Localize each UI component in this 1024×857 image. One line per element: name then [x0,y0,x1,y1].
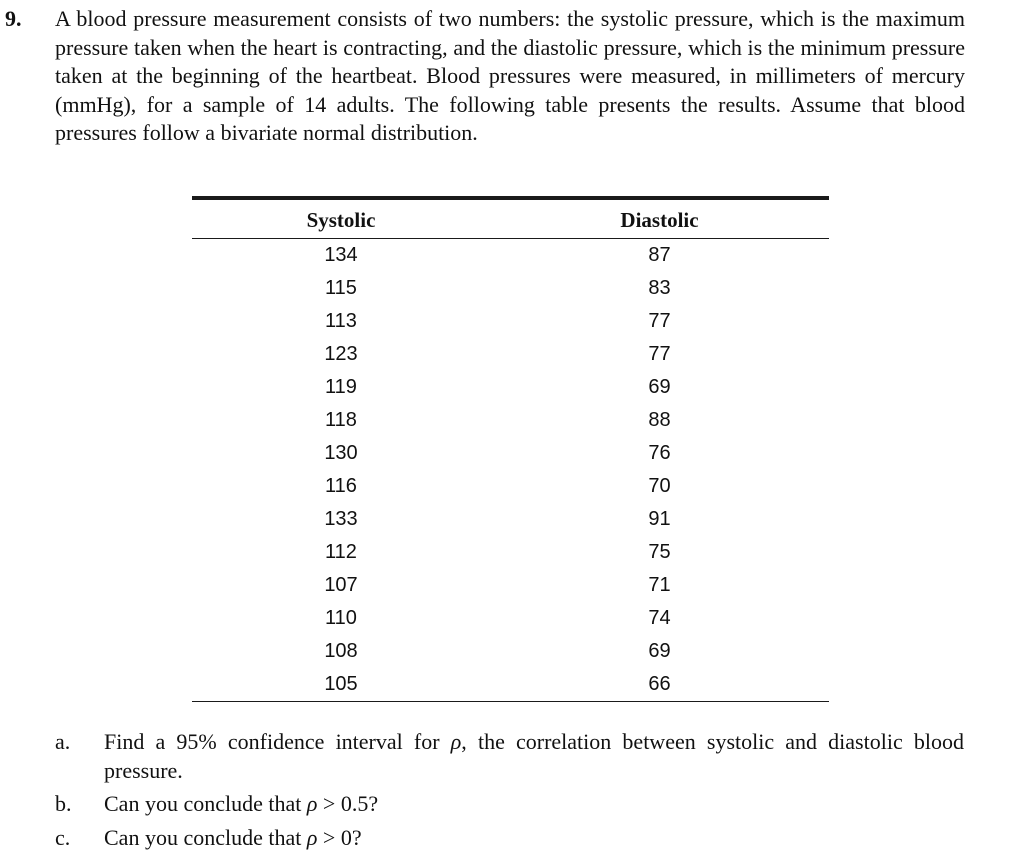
table-row [192,371,829,404]
diastolic-cell: 69 [648,640,671,662]
question-text-before: Can you conclude that [104,824,307,850]
table-row [192,503,829,536]
systolic-cell: 133 [324,508,358,530]
question-text-after: , the correlation between systolic and diastolic blood pressure. [104,729,964,783]
table-row [192,338,829,371]
systolic-cell: 107 [324,574,358,596]
table-header-row [192,198,829,239]
table-row [192,404,829,437]
diastolic-cell: 87 [648,244,671,266]
question-text-before: Can you conclude that [104,791,307,816]
question-a [0,728,1024,785]
systolic-cell: 134 [324,244,358,266]
rho-symbol: ρ [306,824,318,850]
blood-pressure-table [192,196,829,702]
systolic-cell: 108 [324,640,358,662]
diastolic-cell: 88 [648,409,671,431]
table-row [192,437,829,470]
systolic-cell: 115 [325,277,357,299]
blood-pressure-table-container [192,196,829,702]
table-row [192,602,829,635]
table-row [192,470,829,503]
diastolic-cell: 75 [648,541,671,563]
diastolic-cell: 71 [648,574,671,596]
diastolic-cell: 76 [648,442,671,464]
rho-symbol: ρ [450,729,462,754]
systolic-cell: 110 [325,607,357,629]
diastolic-cell: 70 [648,475,671,497]
diastolic-cell: 74 [648,607,671,629]
table-row [192,569,829,602]
question-text-before: Find a 95% confidence interval for [104,729,451,754]
table-row [192,536,829,569]
problem-statement: A blood pressure measurement consists of two numbers: the systolic pressure, which is the maximum pressure taken when the heart is contracting, and the diastolic pressure, which is the minimum pressure taken at the beginning of the heartbeat. Blood pressures were measured, in millimeters of mercury (mmHg), for a sample of 14 adults. The following table presents the results. Assume that blood pressures follow a bivariate normal distribution. [55,6,965,145]
table-row [192,635,829,668]
systolic-cell: 113 [325,310,357,332]
question-text-after: > 0? [317,824,362,850]
systolic-cell: 116 [325,475,357,497]
question-list [0,728,1024,852]
systolic-cell: 130 [324,442,358,464]
table-row [192,272,829,305]
question-letter: b. [55,791,72,816]
table-row [192,239,829,273]
rho-symbol: ρ [306,791,318,816]
systolic-cell: 105 [192,668,490,702]
systolic-cell: 123 [324,343,358,365]
problem-number: 9. [5,6,22,31]
diastolic-cell: 66 [490,668,829,702]
table-row [192,668,829,702]
question-letter: c. [55,824,71,850]
question-c [0,824,1024,853]
systolic-cell: 118 [325,409,357,431]
systolic-cell: 112 [325,541,357,563]
systolic-cell: 119 [325,376,357,398]
systolic-header: Systolic [192,198,490,239]
question-letter: a. [55,729,71,754]
diastolic-cell: 77 [648,310,671,332]
diastolic-cell: 77 [648,343,671,365]
diastolic-cell: 69 [648,376,671,398]
question-text-after: > 0.5? [317,791,379,816]
diastolic-header: Diastolic [490,198,829,239]
diastolic-cell: 83 [648,277,671,299]
diastolic-cell: 91 [648,508,671,530]
question-b [0,790,1024,819]
table-row [192,305,829,338]
question-text [104,728,964,785]
question-text [104,824,964,853]
question-text [104,790,964,819]
